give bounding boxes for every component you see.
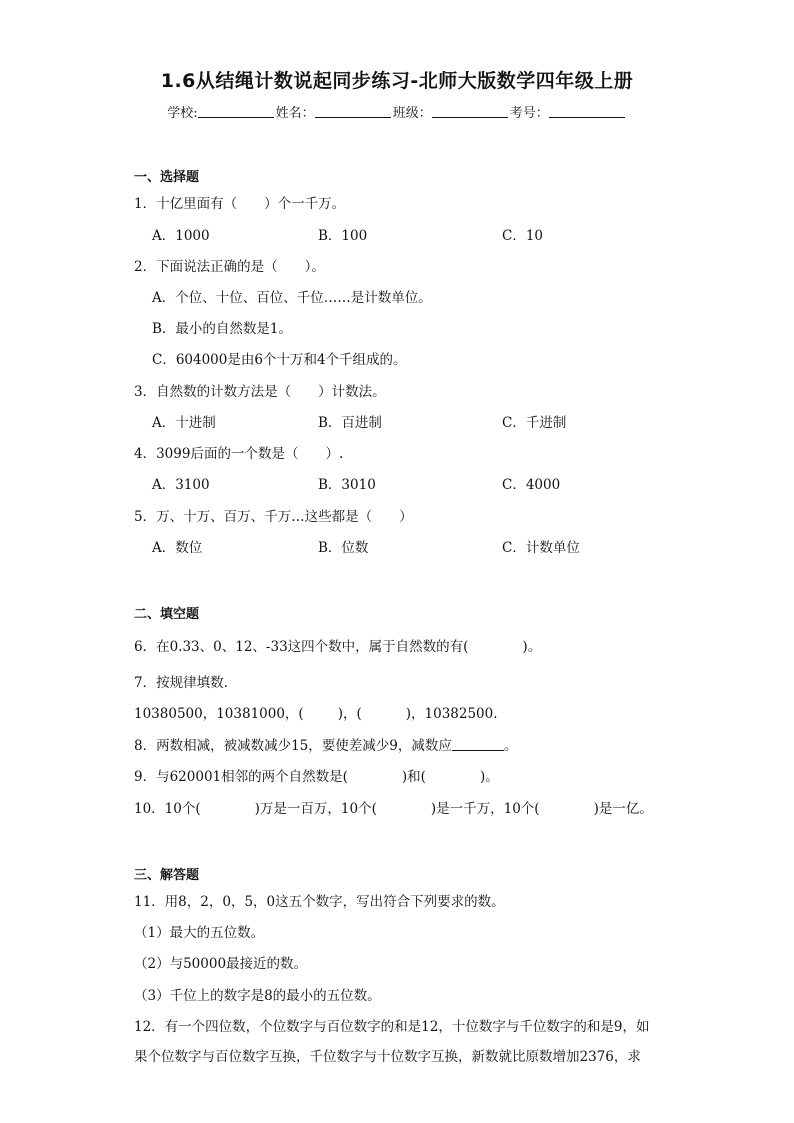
school-blank[interactable] xyxy=(198,105,274,118)
q1-option-c: C．10 xyxy=(502,228,544,244)
section-answer-title: 三、解答题 xyxy=(134,868,200,883)
q8-answer-blank[interactable] xyxy=(452,738,504,751)
question-9 xyxy=(134,765,499,785)
question-11-part-3: （3）千位上的数字是8的最小的五位数。 xyxy=(134,988,381,1004)
class-blank[interactable] xyxy=(432,105,508,118)
exam-number-label: 考号： xyxy=(509,106,549,121)
question-2: 2．下面说法正确的是（ ）。 xyxy=(134,259,325,275)
question-12-line-2: 果个位数字与百位数字互换，千位数字与十位数字互换，新数就比原数增加2376，求 xyxy=(134,1049,641,1065)
q10-text-c: )是一千万，10个( xyxy=(430,801,540,817)
q2-option-b: B．最小的自然数是1。 xyxy=(152,321,293,337)
q9-text-c: )。 xyxy=(479,769,499,785)
q6-text-b: )。 xyxy=(522,639,542,655)
q9-text-a: 9．与620001相邻的两个自然数是( xyxy=(134,769,348,785)
class-label: 班级： xyxy=(392,106,432,121)
q10-text-b: )万是一百万，10个( xyxy=(254,801,377,817)
q4-option-c: C．4000 xyxy=(502,477,561,493)
q5-option-c: C．计数单位 xyxy=(502,540,580,556)
q3-option-a: A．十进制 xyxy=(152,415,216,431)
question-1: 1．十亿里面有（ ）个一千万。 xyxy=(134,196,346,212)
q2-option-c: C．604000是由6个十万和4个千组成的。 xyxy=(152,352,407,368)
q2-option-a: A．个位、十位、百位、千位……是计数单位。 xyxy=(152,290,432,306)
question-11: 11．用8，2，0，5，0这五个数字，写出符合下列要求的数。 xyxy=(134,894,505,910)
exam-number-blank[interactable] xyxy=(549,105,625,118)
q10-text-a: 10．10个( xyxy=(134,801,201,817)
question-6 xyxy=(134,635,541,655)
q8-text-b: 。 xyxy=(503,738,518,754)
q10-text-d: )是一亿。 xyxy=(593,801,653,817)
name-label: 姓名： xyxy=(275,106,315,121)
q1-option-b: B．100 xyxy=(318,228,368,244)
page-title: 1.6从结绳计数说起同步练习-北师大版数学四年级上册 xyxy=(160,70,634,92)
q7-seq-a: 10380500，10381000，( xyxy=(134,706,304,722)
q7-seq-b: )，( xyxy=(337,706,362,722)
q5-option-a: A．数位 xyxy=(152,540,203,556)
q3-option-c: C．千进制 xyxy=(502,415,567,431)
q8-text-a: 8．两数相减，被减数减少15，要使差减少9，减数应 xyxy=(134,738,452,754)
section-fill-title: 二、填空题 xyxy=(134,607,200,622)
q4-option-b: B．3010 xyxy=(318,477,376,493)
question-4: 4．3099后面的一个数是（ ）. xyxy=(134,446,344,462)
q1-option-a: A．1000 xyxy=(152,228,210,244)
q3-option-b: B．百进制 xyxy=(318,415,382,431)
question-3: 3．自然数的计数方法是（ ）计数法。 xyxy=(134,384,386,400)
q4-option-a: A．3100 xyxy=(152,477,210,493)
section-choice-title: 一、选择题 xyxy=(134,170,200,185)
question-10 xyxy=(134,797,653,817)
school-label: 学校: xyxy=(167,106,198,121)
question-8 xyxy=(134,734,517,754)
question-11-part-1: （1）最大的五位数。 xyxy=(134,925,265,941)
question-7-sequence xyxy=(134,702,498,722)
question-12-line-1: 12．有一个四位数，个位数字与百位数字的和是12，十位数字与千位数字的和是9，如 xyxy=(134,1019,650,1035)
q9-text-b: )和( xyxy=(401,769,426,785)
question-11-part-2: （2）与50000最接近的数。 xyxy=(134,956,308,972)
q7-seq-c: )，10382500. xyxy=(405,706,498,722)
name-blank[interactable] xyxy=(315,105,391,118)
q6-text-a: 6．在0.33、0、12、-33这四个数中，属于自然数的有( xyxy=(134,639,469,655)
student-info-row xyxy=(0,102,794,121)
question-5: 5．万、十万、百万、千万…这些都是（ ） xyxy=(134,509,413,525)
q5-option-b: B．位数 xyxy=(318,540,369,556)
question-7: 7．按规律填数. xyxy=(134,675,228,691)
